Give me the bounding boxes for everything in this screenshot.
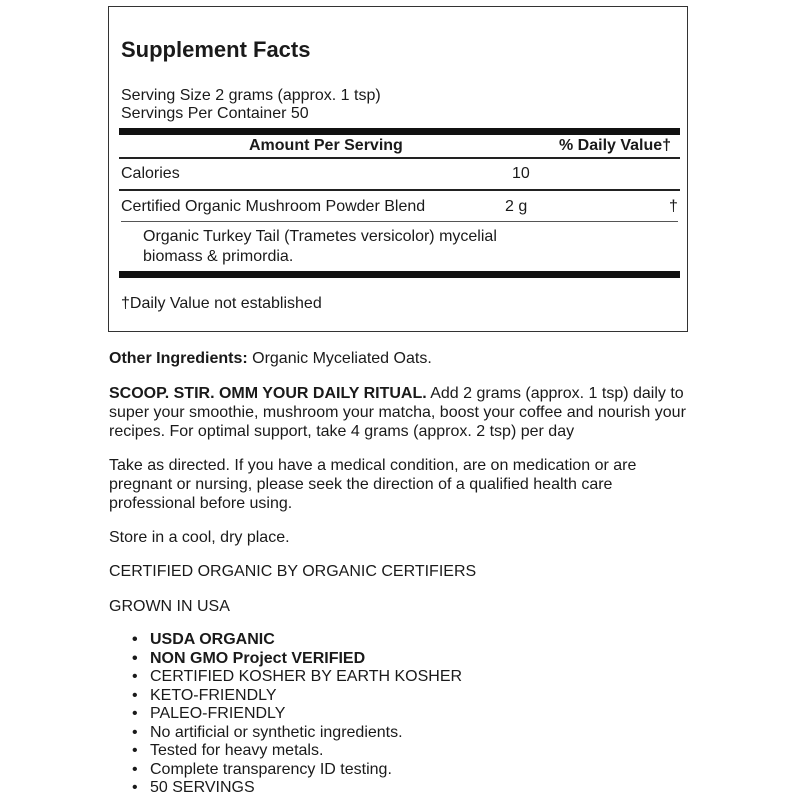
storage-instructions: Store in a cool, dry place. (109, 529, 290, 546)
amount-per-serving-header: Amount Per Serving (249, 137, 403, 154)
calories-amount: 10 (512, 165, 530, 182)
daily-value-header: % Daily Value† (559, 137, 672, 154)
list-item: • Tested for heavy metals. (132, 742, 462, 761)
facts-title: Supplement Facts (121, 37, 311, 62)
serving-size: Serving Size 2 grams (approx. 1 tsp) (121, 87, 381, 104)
list-item: • KETO-FRIENDLY (132, 687, 462, 706)
certified-organic-statement: CERTIFIED ORGANIC BY ORGANIC CERTIFIERS (109, 563, 477, 580)
list-item: • 50 SERVINGS (132, 779, 462, 798)
row-divider (119, 189, 680, 191)
list-item: • Complete transparency ID testing. (132, 761, 462, 780)
header-bar-top (119, 128, 680, 135)
grown-in-usa: GROWN IN USA (109, 598, 230, 615)
list-item: • PALEO-FRIENDLY (132, 705, 462, 724)
daily-ritual-paragraph (109, 384, 709, 441)
daily-ritual-text: Add 2 grams (approx. 1 tsp) daily to super your smoothie, mushroom your matcha, boost your coffee and nourish your recipes. For optimal support, take 4 grams (approx. 2 tsp) per day (109, 385, 686, 440)
warning-paragraph: Take as directed. If you have a medical condition, are on medication or are pregnant or nursing, please seek the direction of a qualified health care professional before using. (109, 457, 637, 512)
header-bar-bottom (119, 271, 680, 278)
daily-value-footnote: †Daily Value not established (121, 295, 322, 312)
daily-ritual-label: SCOOP. STIR. OMM YOUR DAILY RITUAL. (109, 385, 427, 402)
list-item: • NON GMO Project VERIFIED (132, 650, 462, 669)
list-item: • USDA ORGANIC (132, 631, 462, 650)
supplement-facts-panel (108, 6, 688, 332)
servings-per-container: Servings Per Container 50 (121, 105, 309, 122)
list-item: • No artificial or synthetic ingredients. (132, 724, 462, 743)
turkey-tail-ingredient: Organic Turkey Tail (Trametes versicolor) mycelial biomass & primordia. (143, 228, 497, 265)
mushroom-blend-label: Certified Organic Mushroom Powder Blend (121, 198, 426, 215)
other-ingredients (109, 349, 709, 368)
certification-list (132, 631, 462, 798)
mushroom-blend-amount: 2 g (505, 198, 528, 215)
list-item: • CERTIFIED KOSHER BY EARTH KOSHER (132, 668, 462, 687)
row-divider-thin (121, 221, 678, 222)
other-ingredients-label: Other Ingredients: (109, 350, 248, 367)
header-divider (119, 157, 680, 159)
other-ingredients-text: Organic Myceliated Oats. (247, 350, 432, 367)
mushroom-blend-dv: † (669, 198, 678, 215)
calories-label: Calories (121, 165, 180, 182)
